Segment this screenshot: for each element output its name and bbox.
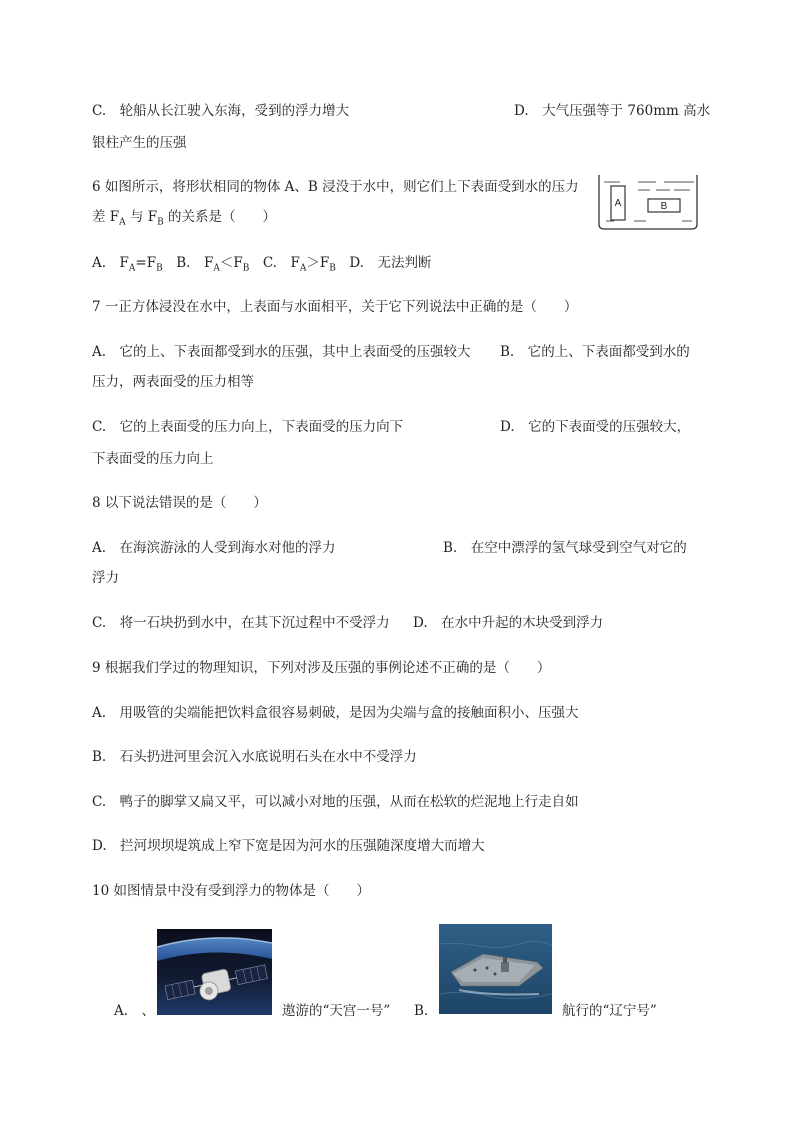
q7-option-d: D. 它的下表面受的压强较大，	[500, 419, 691, 435]
q8-option-d: D. 在水中升起的木块受到浮力	[413, 615, 604, 631]
q7-option-a: A. 它的上、下表面都受到水的压强，其中上表面受的压强较大	[92, 344, 471, 360]
q10-option-b-prefix: B.	[414, 1003, 429, 1019]
q10-stem: 10 如图情景中没有受到浮力的物体是（ ）	[92, 883, 370, 899]
q9-option-b: B. 石头扔进河里会沉入水底说明石头在水中不受浮力	[92, 749, 417, 765]
q10-option-a-caption: 遨游的“天宫一号”	[282, 1003, 391, 1019]
liaoning-carrier-photo	[439, 924, 552, 1014]
q7-option-b-continued: 压力，两表面受的压力相等	[92, 374, 254, 390]
q7-option-c: C. 它的上表面受的压力向上，下表面受的压力向下	[92, 419, 404, 435]
q5-option-d: D. 大气压强等于 760mm 高水	[514, 103, 711, 119]
q7-stem: 7 一正方体浸没在水中，上表面与水面相平，关于它下列说法中正确的是（ ）	[92, 299, 578, 315]
q6-stem: 6 如图所示，将形状相同的物体 A、B 浸没于水中，则它们上下表面受到水的压力	[92, 179, 579, 195]
q9-option-a: A. 用吸管的尖端能把饮料盒很容易刺破，是因为尖端与盒的接触面积小、压强大	[92, 705, 579, 721]
q6-options: A. $F_A=F_B$ B. $F_A<F_B$ C. $F_A>F_B$ D. 无法判断	[92, 255, 432, 274]
q5-option-c: C. 轮船从长江驶入东海，受到的浮力增大	[92, 103, 350, 119]
q9-option-d: D. 拦河坝坝堤筑成上窄下宽是因为河水的压强随深度增大而增大	[92, 838, 485, 854]
q10-option-a-prefix: A. 、	[114, 1003, 156, 1019]
diagram-label-a: A	[614, 198, 622, 209]
q8-option-c: C. 将一石块扔到水中，在其下沉过程中不受浮力	[92, 615, 390, 631]
q7-option-b: B. 它的上、下表面都受到水的	[500, 344, 690, 360]
q7-option-d-continued: 下表面受的压力向上	[92, 451, 214, 467]
q8-stem: 8 以下说法错误的是（ ）	[92, 495, 267, 511]
q9-stem: 9 根据我们学过的物理知识，下列对涉及压强的事例论述不正确的是（ ）	[92, 660, 551, 676]
q9-option-c: C. 鸭子的脚掌又扁又平，可以减小对地的压强，从而在松软的烂泥地上行走自如	[92, 794, 579, 810]
q10-option-b-caption: 航行的“辽宁号”	[562, 1003, 657, 1019]
q8-option-b: B. 在空中漂浮的氢气球受到空气对它的	[443, 540, 687, 556]
q6-stem-continued: 差 $F_A$ 与 $F_B$ 的关系是（ ）	[92, 209, 277, 228]
diagram-label-b: B	[660, 201, 668, 212]
q8-option-b-continued: 浮力	[92, 570, 119, 586]
tiangong-photo	[157, 929, 272, 1015]
q5-option-d-continued: 银柱产生的压强	[92, 135, 187, 151]
q8-option-a: A. 在海滨游泳的人受到海水对他的浮力	[92, 540, 336, 556]
q6-diagram	[598, 174, 698, 230]
